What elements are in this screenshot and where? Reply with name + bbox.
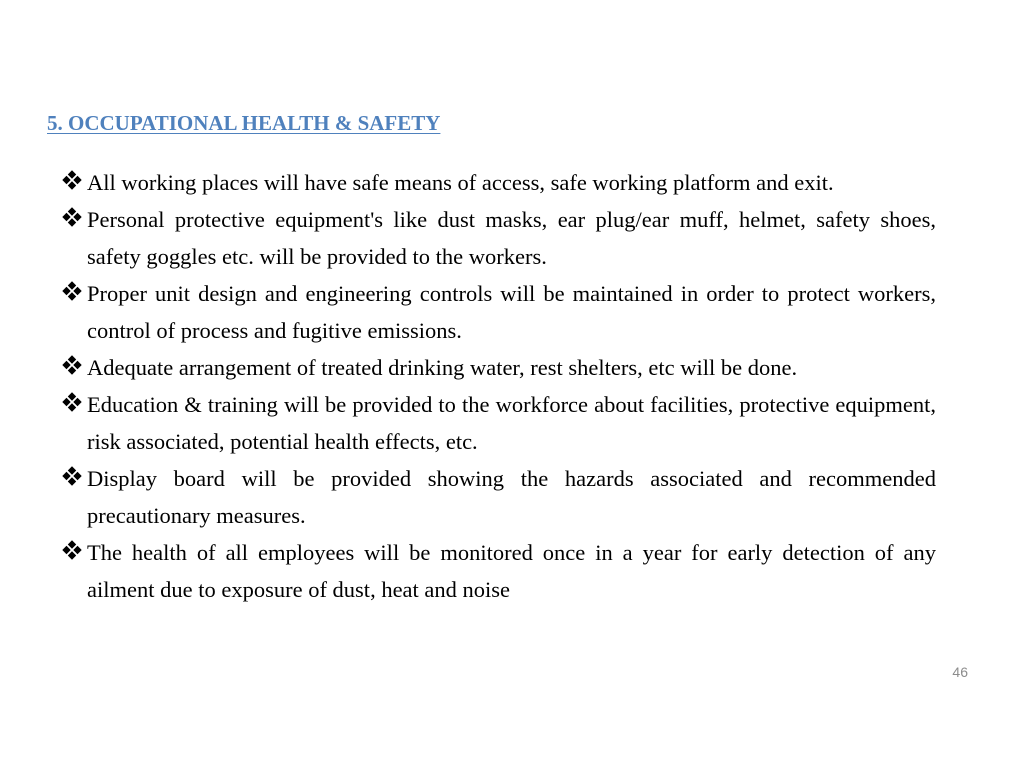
four-diamond-bullet-icon [62,281,82,301]
four-diamond-bullet-icon [62,355,82,375]
four-diamond-bullet-icon [62,540,82,560]
bullet-text: The health of all employees will be monitored once in a year for early detection of any ailment due to exposure of dust, heat and noise [87,540,936,602]
bullet-text: Education & training will be provided to the workforce about facilities, protective equipment, risk associated, potential health effects, etc. [87,392,936,454]
bullet-text: Proper unit design and engineering controls will be maintained in order to protect workers, control of process and fugitive emissions. [87,281,936,343]
bullet-item [62,275,936,349]
bullet-text: Personal protective equipment's like dust masks, ear plug/ear muff, helmet, safety shoes, safety goggles etc. will be provided to the workers. [87,207,936,269]
bullet-item [62,534,936,608]
bullet-text: All working places will have safe means of access, safe working platform and exit. [87,170,834,195]
four-diamond-bullet-icon [62,466,82,486]
four-diamond-bullet-icon [62,392,82,412]
bullet-item [62,349,936,386]
bullet-text: Adequate arrangement of treated drinking water, rest shelters, etc will be done. [87,355,798,380]
bullet-item [62,386,936,460]
bullet-item [62,164,936,201]
four-diamond-bullet-icon [62,170,82,190]
four-diamond-bullet-icon [62,207,82,227]
bullet-list [62,164,936,608]
bullet-item [62,460,936,534]
slide-title: 5. OCCUPATIONAL HEALTH & SAFETY [47,111,441,135]
page-number: 46 [952,664,968,680]
bullet-item [62,201,936,275]
bullet-text: Display board will be provided showing the hazards associated and recommended precautionary measures. [87,466,936,528]
